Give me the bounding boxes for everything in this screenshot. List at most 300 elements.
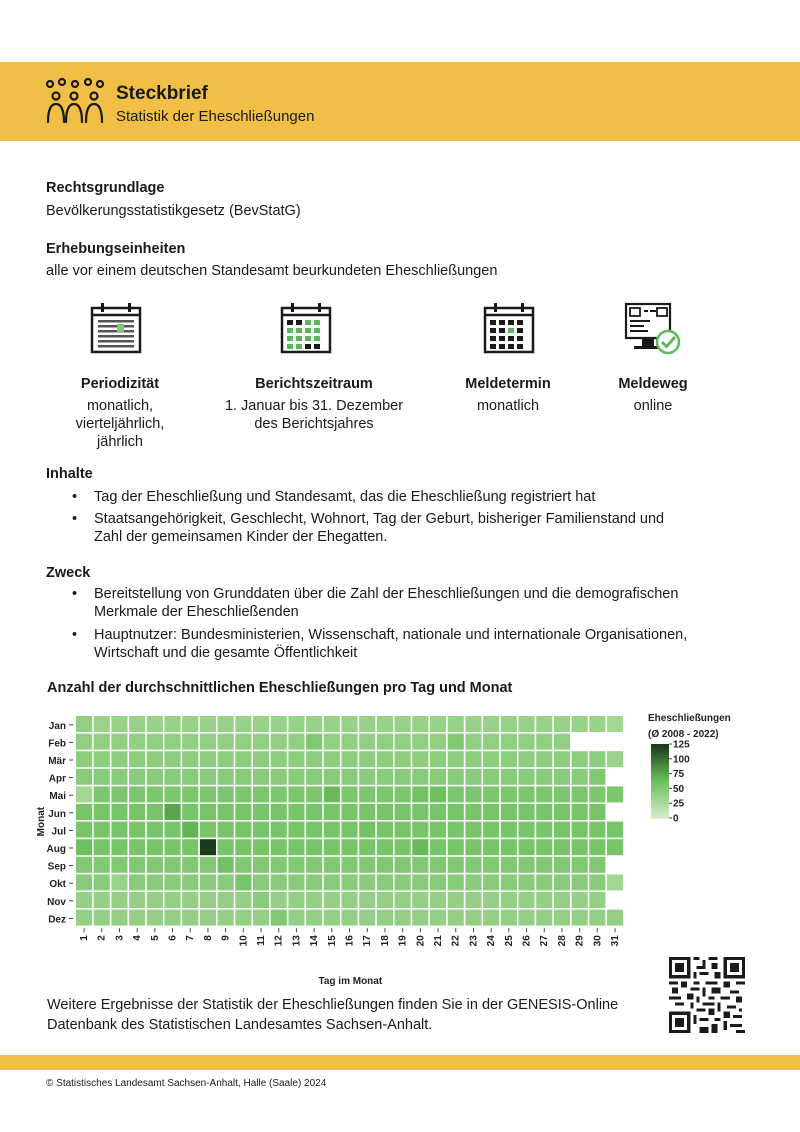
heatmap-cell bbox=[111, 716, 127, 732]
heatmap-cell bbox=[165, 874, 181, 890]
heatmap-cell bbox=[519, 804, 535, 820]
heatmap-cell bbox=[111, 751, 127, 767]
heatmap-cell bbox=[554, 910, 570, 926]
heatmap-cell bbox=[412, 769, 428, 785]
heatmap-cell bbox=[147, 822, 163, 838]
fact-value-line: 1. Januar bis 31. Dezember bbox=[224, 398, 404, 414]
computer-check-icon bbox=[624, 302, 682, 356]
heatmap-cell bbox=[129, 910, 145, 926]
calendar-green-grid-icon bbox=[280, 302, 332, 354]
heatmap-cell bbox=[200, 822, 216, 838]
heatmap-cell bbox=[412, 857, 428, 873]
x-tick-label: 26 bbox=[521, 935, 533, 947]
heatmap-cell bbox=[554, 892, 570, 908]
heatmap-cell bbox=[200, 857, 216, 873]
heatmap-cell bbox=[395, 804, 411, 820]
heatmap-cell bbox=[182, 734, 198, 750]
heatmap-cell bbox=[448, 857, 464, 873]
heatmap-cell bbox=[76, 734, 92, 750]
heatmap-cell bbox=[430, 769, 446, 785]
heatmap-cell bbox=[253, 892, 269, 908]
heatmap-cell bbox=[235, 892, 251, 908]
heatmap-cell bbox=[111, 874, 127, 890]
x-tick-label: 29 bbox=[574, 935, 586, 947]
heatmap-cell bbox=[235, 751, 251, 767]
heatmap-cell bbox=[607, 716, 623, 732]
heatmap-cell bbox=[271, 892, 287, 908]
heatmap-cell bbox=[342, 910, 358, 926]
heatmap-cell bbox=[342, 892, 358, 908]
copyright: © Statistisches Landesamt Sachsen-Anhalt, Halle (Saale) 2024 bbox=[46, 1078, 327, 1089]
x-tick-label: 6 bbox=[167, 935, 179, 941]
heatmap-cell bbox=[536, 786, 552, 802]
heatmap-cell bbox=[288, 874, 304, 890]
heatmap-cell bbox=[111, 857, 127, 873]
heatmap-cell bbox=[377, 769, 393, 785]
heatmap-cell bbox=[235, 839, 251, 855]
fact-value-line: jährlich bbox=[97, 434, 143, 450]
heatmap-cell bbox=[589, 874, 605, 890]
heatmap-cell bbox=[465, 910, 481, 926]
heatmap-cell bbox=[501, 892, 517, 908]
heatmap-cell bbox=[218, 804, 234, 820]
heatmap-cell bbox=[377, 786, 393, 802]
heatmap-cell bbox=[448, 874, 464, 890]
heatmap-cell bbox=[306, 874, 322, 890]
heatmap-cell bbox=[235, 804, 251, 820]
heatmap-cell bbox=[129, 716, 145, 732]
heatmap-cell bbox=[76, 874, 92, 890]
list-item-text: Bereitstellung von Grunddaten über die Zahl der Eheschließungen und die demografischen Merkmale der Eheschließenden bbox=[94, 586, 679, 620]
heatmap-cell bbox=[182, 910, 198, 926]
heatmap-cell bbox=[536, 804, 552, 820]
heatmap-cell bbox=[111, 910, 127, 926]
heatmap-cell bbox=[448, 804, 464, 820]
heatmap-cell bbox=[359, 716, 375, 732]
heatmap-cell bbox=[129, 857, 145, 873]
heatmap-cell bbox=[129, 892, 145, 908]
heatmap-cell bbox=[253, 910, 269, 926]
x-tick-label: 12 bbox=[273, 935, 285, 947]
heatmap-cell bbox=[342, 786, 358, 802]
heatmap-cell bbox=[235, 786, 251, 802]
heatmap-cell bbox=[483, 734, 499, 750]
heatmap-cell bbox=[253, 874, 269, 890]
heatmap-cell bbox=[306, 716, 322, 732]
heatmap-cell bbox=[554, 804, 570, 820]
legend-gradient-step bbox=[651, 816, 669, 818]
heatmap-cell bbox=[76, 786, 92, 802]
heatmap-cell bbox=[288, 734, 304, 750]
heatmap-cell bbox=[465, 822, 481, 838]
heatmap-cell bbox=[359, 786, 375, 802]
heatmap-cell bbox=[165, 910, 181, 926]
fact-meldetermin bbox=[446, 375, 570, 415]
bullet: • bbox=[72, 627, 78, 643]
heatmap-cell bbox=[76, 857, 92, 873]
heatmap-cell bbox=[235, 910, 251, 926]
heatmap-cell bbox=[129, 786, 145, 802]
heatmap-cell bbox=[359, 769, 375, 785]
heatmap-cell bbox=[218, 910, 234, 926]
fact-value-line: monatlich bbox=[476, 398, 540, 414]
heatmap-cell bbox=[572, 804, 588, 820]
heatmap-cell bbox=[448, 892, 464, 908]
heatmap-cell bbox=[465, 786, 481, 802]
heatmap-cell bbox=[218, 769, 234, 785]
zweck-heading: Zweck bbox=[46, 565, 91, 581]
heatmap-cell bbox=[395, 839, 411, 855]
legend-tick-label: 50 bbox=[673, 783, 685, 795]
heatmap-cell bbox=[359, 892, 375, 908]
heatmap-cell bbox=[430, 734, 446, 750]
erhebungseinheiten-text: alle vor einem deutschen Standesamt beurkundeten Eheschließungen bbox=[46, 263, 498, 279]
heatmap-cell bbox=[235, 734, 251, 750]
heatmap-cell bbox=[536, 874, 552, 890]
heatmap-cell bbox=[324, 716, 340, 732]
heatmap-cell bbox=[306, 769, 322, 785]
y-tick-label: Nov bbox=[47, 896, 66, 908]
heatmap-cell bbox=[271, 804, 287, 820]
heatmap-cell bbox=[94, 786, 110, 802]
heatmap-cell bbox=[377, 892, 393, 908]
heatmap-cell bbox=[412, 822, 428, 838]
heatmap-cell bbox=[165, 751, 181, 767]
heatmap-cell bbox=[342, 857, 358, 873]
heatmap-cell bbox=[235, 769, 251, 785]
heatmap-cell bbox=[76, 751, 92, 767]
heatmap-cell bbox=[253, 822, 269, 838]
heatmap-cell bbox=[483, 751, 499, 767]
heatmap-cell bbox=[465, 874, 481, 890]
x-tick-label: 22 bbox=[450, 935, 462, 947]
heatmap-cell bbox=[324, 892, 340, 908]
heatmap-cell bbox=[147, 769, 163, 785]
heatmap-cell bbox=[200, 839, 216, 855]
rechtsgrundlage-heading: Rechtsgrundlage bbox=[46, 180, 165, 196]
heatmap-cell bbox=[111, 822, 127, 838]
qr-code-icon[interactable] bbox=[669, 957, 745, 1033]
heatmap-cell bbox=[182, 769, 198, 785]
heatmap-cell bbox=[465, 769, 481, 785]
heatmap-cell bbox=[182, 822, 198, 838]
heatmap-cell bbox=[342, 769, 358, 785]
heatmap-cell bbox=[111, 892, 127, 908]
heatmap-cell bbox=[377, 734, 393, 750]
x-tick-label: 25 bbox=[503, 935, 515, 947]
heatmap-cell bbox=[165, 839, 181, 855]
heatmap-cell bbox=[271, 769, 287, 785]
heatmap-cell bbox=[288, 892, 304, 908]
heatmap-cell bbox=[76, 822, 92, 838]
heatmap-cell bbox=[536, 734, 552, 750]
heatmap-cell bbox=[218, 839, 234, 855]
heatmap-cell bbox=[342, 716, 358, 732]
fact-berichtszeitraum bbox=[204, 375, 424, 433]
heatmap-cell bbox=[519, 839, 535, 855]
heatmap-cell bbox=[342, 734, 358, 750]
heatmap-cell bbox=[412, 839, 428, 855]
heatmap-cell bbox=[536, 857, 552, 873]
heatmap-cell bbox=[182, 874, 198, 890]
x-tick-label: 17 bbox=[362, 935, 374, 947]
heatmap-cell bbox=[448, 769, 464, 785]
heatmap-cell bbox=[465, 716, 481, 732]
heatmap-cell bbox=[465, 839, 481, 855]
heatmap-cell bbox=[324, 804, 340, 820]
heatmap-cell bbox=[306, 751, 322, 767]
heatmap-cell bbox=[271, 786, 287, 802]
heatmap-cell bbox=[147, 734, 163, 750]
heatmap-cell bbox=[342, 751, 358, 767]
heatmap-cell bbox=[430, 910, 446, 926]
heatmap-cell bbox=[377, 751, 393, 767]
heatmap-cell bbox=[501, 804, 517, 820]
x-tick-label: 11 bbox=[256, 935, 268, 946]
x-tick-label: 31 bbox=[610, 935, 622, 947]
heatmap-cell bbox=[200, 874, 216, 890]
heatmap-cell bbox=[448, 751, 464, 767]
heatmap-cell bbox=[572, 769, 588, 785]
heatmap-cell bbox=[111, 839, 127, 855]
heatmap-cell bbox=[589, 822, 605, 838]
heatmap-chart bbox=[0, 700, 800, 988]
x-tick-label: 10 bbox=[238, 935, 250, 947]
heatmap-cell bbox=[253, 786, 269, 802]
heatmap-cell bbox=[147, 874, 163, 890]
heatmap-cell bbox=[572, 716, 588, 732]
heatmap-cell bbox=[395, 874, 411, 890]
y-tick-label: Jun bbox=[48, 808, 66, 820]
heatmap-cell bbox=[342, 804, 358, 820]
heatmap-cell bbox=[395, 786, 411, 802]
heatmap-cell bbox=[165, 892, 181, 908]
heatmap-cell bbox=[572, 874, 588, 890]
heatmap-cell bbox=[519, 786, 535, 802]
heatmap-cell bbox=[324, 910, 340, 926]
heatmap-cell bbox=[483, 786, 499, 802]
heatmap-cell bbox=[412, 751, 428, 767]
x-tick-label: 18 bbox=[379, 935, 391, 947]
heatmap-cell bbox=[483, 857, 499, 873]
heatmap-cell bbox=[76, 892, 92, 908]
heatmap-cell bbox=[483, 910, 499, 926]
heatmap-cell bbox=[129, 769, 145, 785]
heatmap-cell bbox=[253, 804, 269, 820]
heatmap-cell bbox=[430, 857, 446, 873]
heatmap-cell bbox=[253, 769, 269, 785]
heatmap-cell bbox=[94, 910, 110, 926]
heatmap-cell bbox=[182, 751, 198, 767]
heatmap-cell bbox=[589, 751, 605, 767]
fact-label: Berichtszeitraum bbox=[255, 376, 373, 392]
heatmap-cell bbox=[182, 716, 198, 732]
heatmap-cell bbox=[306, 892, 322, 908]
heatmap-cell bbox=[395, 910, 411, 926]
heatmap-cell bbox=[235, 822, 251, 838]
heatmap-cell bbox=[288, 751, 304, 767]
heatmap-cell bbox=[554, 822, 570, 838]
x-tick-label: 20 bbox=[415, 935, 427, 947]
heatmap-cell bbox=[377, 804, 393, 820]
heatmap-cell bbox=[572, 839, 588, 855]
heatmap-cell bbox=[288, 769, 304, 785]
heatmap-cell bbox=[501, 751, 517, 767]
y-tick-label: Okt bbox=[49, 879, 66, 891]
heatmap-cell bbox=[235, 874, 251, 890]
heatmap-cell bbox=[306, 822, 322, 838]
heatmap-cell bbox=[607, 910, 623, 926]
fact-value-line: vierteljährlich, bbox=[75, 416, 165, 432]
heatmap-cell bbox=[448, 910, 464, 926]
y-tick-label: Mai bbox=[49, 791, 66, 803]
heatmap-cell bbox=[607, 751, 623, 767]
heatmap-cell bbox=[306, 910, 322, 926]
heatmap-cell bbox=[271, 734, 287, 750]
heatmap-cell bbox=[430, 716, 446, 732]
heatmap-cell bbox=[501, 716, 517, 732]
y-tick-label: Sep bbox=[47, 861, 66, 873]
heatmap-cell bbox=[359, 874, 375, 890]
heatmap-cell bbox=[589, 857, 605, 873]
heatmap-cell bbox=[483, 839, 499, 855]
heatmap-cell bbox=[501, 857, 517, 873]
people-group-icon bbox=[44, 78, 106, 126]
inhalte-heading: Inhalte bbox=[46, 466, 93, 482]
heatmap-cell bbox=[395, 751, 411, 767]
heatmap-cell bbox=[359, 804, 375, 820]
heatmap-cell bbox=[182, 839, 198, 855]
heatmap-cell bbox=[519, 910, 535, 926]
heatmap-cell bbox=[288, 839, 304, 855]
fact-value-line: des Berichtsjahres bbox=[254, 416, 374, 432]
heatmap-cell bbox=[377, 857, 393, 873]
heatmap-cell bbox=[165, 716, 181, 732]
heatmap-cell bbox=[147, 857, 163, 873]
heatmap-cell bbox=[536, 839, 552, 855]
heatmap-cell bbox=[519, 857, 535, 873]
heatmap-cell bbox=[554, 857, 570, 873]
heatmap-cell bbox=[589, 769, 605, 785]
rechtsgrundlage-text: Bevölkerungsstatistikgesetz (BevStatG) bbox=[46, 203, 301, 219]
heatmap-cell bbox=[536, 822, 552, 838]
heatmap-cell bbox=[536, 769, 552, 785]
heatmap-cell bbox=[519, 716, 535, 732]
x-tick-label: 2 bbox=[96, 935, 108, 941]
heatmap-cell bbox=[218, 734, 234, 750]
x-tick-label: 15 bbox=[326, 935, 338, 947]
heatmap-cell bbox=[359, 734, 375, 750]
bullet: • bbox=[72, 586, 78, 602]
calendar-single-day-icon bbox=[483, 302, 535, 354]
heatmap-cell bbox=[306, 857, 322, 873]
x-tick-label: 19 bbox=[397, 935, 409, 947]
heatmap-cell bbox=[324, 857, 340, 873]
heatmap-cell bbox=[342, 822, 358, 838]
heatmap-cell bbox=[412, 804, 428, 820]
heatmap-cell bbox=[430, 839, 446, 855]
heatmap-cell bbox=[395, 769, 411, 785]
heatmap-cell bbox=[324, 769, 340, 785]
heatmap-cell bbox=[235, 857, 251, 873]
heatmap-cell bbox=[306, 786, 322, 802]
heatmap-cell bbox=[200, 769, 216, 785]
legend-tick-label: 0 bbox=[673, 813, 679, 825]
heatmap-cell bbox=[129, 822, 145, 838]
fact-label: Periodizität bbox=[80, 376, 160, 392]
heatmap-cell bbox=[519, 751, 535, 767]
heatmap-cell bbox=[324, 874, 340, 890]
heatmap-cell bbox=[572, 892, 588, 908]
heatmap-cell bbox=[412, 734, 428, 750]
heatmap-cell bbox=[271, 839, 287, 855]
heatmap-cell bbox=[412, 786, 428, 802]
y-tick-label: Jul bbox=[51, 826, 66, 838]
x-tick-label: 8 bbox=[202, 935, 214, 941]
heatmap-cell bbox=[218, 786, 234, 802]
heatmap-cell bbox=[94, 769, 110, 785]
heatmap-cell bbox=[465, 857, 481, 873]
heatmap-cell bbox=[448, 822, 464, 838]
heatmap-cell bbox=[377, 839, 393, 855]
x-tick-label: 14 bbox=[309, 935, 321, 947]
heatmap-cell bbox=[589, 804, 605, 820]
heatmap-cell bbox=[111, 786, 127, 802]
heatmap-cell bbox=[165, 769, 181, 785]
x-tick-label: 27 bbox=[539, 935, 551, 947]
x-tick-label: 3 bbox=[114, 935, 126, 941]
heatmap-cell bbox=[94, 874, 110, 890]
heatmap-cell bbox=[147, 716, 163, 732]
heatmap-cell bbox=[519, 734, 535, 750]
heatmap-cell bbox=[519, 769, 535, 785]
heatmap-cell bbox=[306, 804, 322, 820]
heatmap-cell bbox=[200, 804, 216, 820]
calendar-lines-icon bbox=[90, 302, 142, 354]
heatmap-cell bbox=[395, 734, 411, 750]
heatmap-cell bbox=[536, 910, 552, 926]
heatmap-cell bbox=[200, 751, 216, 767]
heatmap-cell bbox=[129, 839, 145, 855]
heatmap-cell bbox=[607, 822, 623, 838]
page-title: Steckbrief bbox=[116, 83, 208, 104]
heatmap-cell bbox=[165, 804, 181, 820]
heatmap-cell bbox=[147, 839, 163, 855]
heatmap-cell bbox=[200, 892, 216, 908]
heatmap-cell bbox=[324, 822, 340, 838]
heatmap-cell bbox=[165, 786, 181, 802]
heatmap-cell bbox=[377, 910, 393, 926]
heatmap-cell bbox=[94, 716, 110, 732]
heatmap-cell bbox=[589, 786, 605, 802]
chart-title: Anzahl der durchschnittlichen Eheschließungen pro Tag und Monat bbox=[47, 680, 513, 696]
heatmap-cell bbox=[324, 786, 340, 802]
heatmap-cell bbox=[165, 857, 181, 873]
heatmap-cell bbox=[483, 892, 499, 908]
heatmap-cell bbox=[271, 822, 287, 838]
bullet: • bbox=[72, 489, 78, 505]
heatmap-cell bbox=[554, 786, 570, 802]
heatmap-cell bbox=[94, 751, 110, 767]
heatmap-cell bbox=[589, 892, 605, 908]
heatmap-cell bbox=[430, 751, 446, 767]
heatmap-cell bbox=[147, 751, 163, 767]
x-tick-label: 24 bbox=[486, 935, 498, 947]
heatmap-cell bbox=[271, 910, 287, 926]
x-tick-label: 5 bbox=[149, 935, 161, 941]
y-tick-label: Jan bbox=[48, 720, 66, 732]
heatmap-cell bbox=[94, 857, 110, 873]
